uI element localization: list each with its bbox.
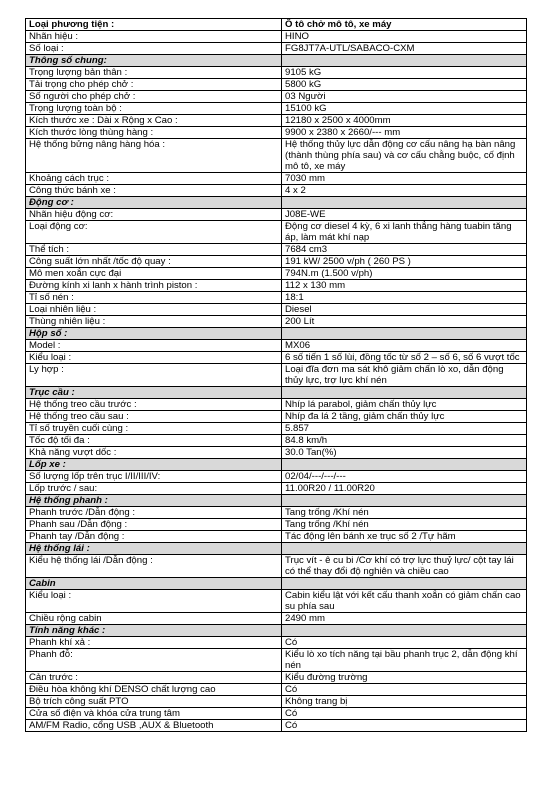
spec-value: Không trang bị: [282, 696, 527, 708]
spec-row: [26, 115, 527, 127]
spec-value: Tang trống /Khí nén: [282, 507, 527, 519]
spec-row: [26, 209, 527, 221]
section-spacer: [282, 328, 527, 340]
spec-value: Diesel: [282, 304, 527, 316]
spec-label: Loại động cơ:: [26, 221, 282, 244]
spec-value: 9105 kG: [282, 67, 527, 79]
spec-value: Tang trống /Khí nén: [282, 519, 527, 531]
spec-label: Hệ thống treo cầu sau :: [26, 411, 282, 423]
section-header-row: [26, 459, 527, 471]
section-header-row: [26, 197, 527, 209]
spec-label: Loại phương tiện :: [26, 19, 282, 31]
section-spacer: [282, 543, 527, 555]
spec-row: [26, 316, 527, 328]
section-spacer: [282, 387, 527, 399]
section-header-row: [26, 625, 527, 637]
spec-value: Loại đĩa đơn ma sát khô giảm chấn lò xo, dẫn động thủy lực, trợ lực khí nén: [282, 364, 527, 387]
spec-row: [26, 507, 527, 519]
spec-value: MX06: [282, 340, 527, 352]
spec-label: Thể tích :: [26, 244, 282, 256]
spec-row: [26, 256, 527, 268]
spec-label: Đường kính xi lanh x hành trình piston :: [26, 280, 282, 292]
spec-row: [26, 672, 527, 684]
spec-row: [26, 139, 527, 173]
spec-sheet: [25, 18, 526, 732]
spec-label: Bộ trích công suất PTO: [26, 696, 282, 708]
spec-row: [26, 127, 527, 139]
spec-value: HINO: [282, 31, 527, 43]
spec-row: [26, 280, 527, 292]
spec-row: [26, 103, 527, 115]
spec-value: 9900 x 2380 x 2660/--- mm: [282, 127, 527, 139]
spec-label: Phanh đỗ:: [26, 649, 282, 672]
spec-row: [26, 67, 527, 79]
spec-value: Hệ thống thủy lực dẫn động cơ cấu nâng hạ bàn nâng (thành thùng phía sau) và cơ cấu chằng buộc, cố định mô tô, xe máy: [282, 139, 527, 173]
spec-label: Chiều rộng cabin: [26, 613, 282, 625]
spec-label: Phanh trước /Dẫn động :: [26, 507, 282, 519]
spec-row: [26, 435, 527, 447]
spec-value: 4 x 2: [282, 185, 527, 197]
spec-row: [26, 221, 527, 244]
spec-value: 6 số tiến 1 số lùi, đồng tốc từ số 2 – số 6, số 6 vượt tốc: [282, 352, 527, 364]
vehicle-type-row: [26, 19, 527, 31]
spec-label: Nhãn hiệu :: [26, 31, 282, 43]
spec-row: [26, 399, 527, 411]
spec-value: Nhíp đa lá 2 tầng, giảm chấn thủy lực: [282, 411, 527, 423]
spec-value: Có: [282, 720, 527, 732]
section-spacer: [282, 495, 527, 507]
spec-row: [26, 590, 527, 613]
section-spacer: [282, 55, 527, 67]
spec-label: Số người cho phép chở :: [26, 91, 282, 103]
spec-label: Khả năng vượt dốc :: [26, 447, 282, 459]
spec-label: Cửa số điện và khóa cửa trung tâm: [26, 708, 282, 720]
section-header-row: [26, 578, 527, 590]
spec-value: FG8JT7A-UTL/SABACO-CXM: [282, 43, 527, 55]
spec-value: 30.0 Tan(%): [282, 447, 527, 459]
section-spacer: [282, 459, 527, 471]
spec-row: [26, 244, 527, 256]
spec-row: [26, 43, 527, 55]
spec-row: [26, 304, 527, 316]
spec-value: Tác động lên bánh xe trục số 2 /Tự hãm: [282, 531, 527, 543]
spec-label: Thùng nhiên liệu :: [26, 316, 282, 328]
spec-row: [26, 423, 527, 435]
spec-value: Động cơ diesel 4 kỳ, 6 xi lanh thẳng hàng tuabin tăng áp, làm mát khí nạp: [282, 221, 527, 244]
spec-row: [26, 637, 527, 649]
section-title: Trục cầu :: [26, 387, 282, 399]
section-header-row: [26, 328, 527, 340]
spec-label: Kiểu loại :: [26, 352, 282, 364]
section-header-row: [26, 55, 527, 67]
spec-label: Kiểu hệ thống lái /Dẫn động :: [26, 555, 282, 578]
spec-label: Trọng lượng bản thân :: [26, 67, 282, 79]
section-title: Thông số chung:: [26, 55, 282, 67]
spec-row: [26, 531, 527, 543]
spec-label: Hệ thống treo cầu trước :: [26, 399, 282, 411]
spec-value: 2490 mm: [282, 613, 527, 625]
spec-label: Tỉ số truyền cuối cùng :: [26, 423, 282, 435]
spec-label: Kiểu loại :: [26, 590, 282, 613]
spec-value: 02/04/---/---/---: [282, 471, 527, 483]
spec-row: [26, 268, 527, 280]
spec-label: Cản trước :: [26, 672, 282, 684]
spec-row: [26, 684, 527, 696]
spec-value: 11.00R20 / 11.00R20: [282, 483, 527, 495]
spec-value: Kiểu đường trường: [282, 672, 527, 684]
spec-row: [26, 31, 527, 43]
spec-row: [26, 708, 527, 720]
spec-row: [26, 173, 527, 185]
spec-row: [26, 649, 527, 672]
spec-value: 794N.m (1.500 v/ph): [282, 268, 527, 280]
spec-label: Tốc độ tối đa :: [26, 435, 282, 447]
spec-row: [26, 447, 527, 459]
spec-row: [26, 185, 527, 197]
spec-label: Model :: [26, 340, 282, 352]
spec-value: 18:1: [282, 292, 527, 304]
section-title: Tính năng khác :: [26, 625, 282, 637]
spec-label: Nhãn hiệu động cơ:: [26, 209, 282, 221]
spec-value: 191 kW/ 2500 v/ph ( 260 PS ): [282, 256, 527, 268]
spec-label: Phanh khí xả :: [26, 637, 282, 649]
spec-value: J08E-WE: [282, 209, 527, 221]
spec-row: [26, 471, 527, 483]
spec-row: [26, 340, 527, 352]
spec-label: Phanh sau /Dẫn động :: [26, 519, 282, 531]
section-title: Hệ thống lái :: [26, 543, 282, 555]
section-header-row: [26, 543, 527, 555]
spec-value: 5800 kG: [282, 79, 527, 91]
spec-table-body: [26, 19, 527, 732]
section-title: Động cơ :: [26, 197, 282, 209]
spec-row: [26, 352, 527, 364]
spec-value: 84.8 km/h: [282, 435, 527, 447]
spec-value: Ô tô chở mô tô, xe máy: [282, 19, 527, 31]
spec-label: Khoảng cách trục :: [26, 173, 282, 185]
spec-label: Lốp trước / sau:: [26, 483, 282, 495]
spec-label: Kích thước xe : Dài x Rộng x Cao :: [26, 115, 282, 127]
spec-row: [26, 519, 527, 531]
spec-row: [26, 411, 527, 423]
spec-row: [26, 91, 527, 103]
spec-value: Có: [282, 637, 527, 649]
spec-label: Số lượng lốp trên trục I/II/III/IV:: [26, 471, 282, 483]
spec-row: [26, 292, 527, 304]
section-header-row: [26, 495, 527, 507]
section-spacer: [282, 578, 527, 590]
spec-label: Loại nhiên liệu :: [26, 304, 282, 316]
spec-row: [26, 696, 527, 708]
spec-label: Trọng lượng toàn bộ :: [26, 103, 282, 115]
section-spacer: [282, 625, 527, 637]
spec-value: Kiểu lò xo tích năng tại bầu phanh trục 2, dẫn động khí nén: [282, 649, 527, 672]
spec-row: [26, 79, 527, 91]
spec-label: Mô men xoắn cực đại: [26, 268, 282, 280]
spec-label: Ly hợp :: [26, 364, 282, 387]
spec-label: Kích thước lòng thùng hàng :: [26, 127, 282, 139]
spec-value: 200 Lít: [282, 316, 527, 328]
section-header-row: [26, 387, 527, 399]
section-title: Lốp xe :: [26, 459, 282, 471]
spec-value: Trục vít - ê cu bi /Cơ khí có trợ lực thuỷ lực/ cột tay lái có thể thay đổi độ nghiên và chiều cao: [282, 555, 527, 578]
spec-label: Tỉ số nén :: [26, 292, 282, 304]
spec-table: [25, 18, 527, 732]
spec-value: 5.857: [282, 423, 527, 435]
section-title: Cabin: [26, 578, 282, 590]
spec-value: 112 x 130 mm: [282, 280, 527, 292]
spec-label: Công suất lớn nhất /tốc độ quay :: [26, 256, 282, 268]
spec-value: 12180 x 2500 x 4000mm: [282, 115, 527, 127]
spec-row: [26, 613, 527, 625]
spec-label: Công thức bánh xe :: [26, 185, 282, 197]
spec-label: Hệ thống bửng nâng hàng hóa :: [26, 139, 282, 173]
spec-label: Điều hòa không khí DENSO chất lượng cao: [26, 684, 282, 696]
spec-label: AM/FM Radio, cổng USB ,AUX & Bluetooth: [26, 720, 282, 732]
spec-row: [26, 720, 527, 732]
spec-value: Có: [282, 708, 527, 720]
section-spacer: [282, 197, 527, 209]
spec-label: Số loại :: [26, 43, 282, 55]
spec-row: [26, 364, 527, 387]
section-title: Hộp số :: [26, 328, 282, 340]
spec-row: [26, 483, 527, 495]
spec-row: [26, 555, 527, 578]
spec-label: Tải trọng cho phép chở :: [26, 79, 282, 91]
section-title: Hệ thống phanh :: [26, 495, 282, 507]
spec-value: Có: [282, 684, 527, 696]
spec-value: Cabin kiểu lật với kết cấu thanh xoắn có giảm chấn cao su phía sau: [282, 590, 527, 613]
spec-value: 03 Người: [282, 91, 527, 103]
spec-value: 15100 kG: [282, 103, 527, 115]
spec-value: Nhíp lá parabol, giảm chấn thủy lực: [282, 399, 527, 411]
spec-value: 7684 cm3: [282, 244, 527, 256]
spec-label: Phanh tay /Dẫn động :: [26, 531, 282, 543]
spec-value: 7030 mm: [282, 173, 527, 185]
